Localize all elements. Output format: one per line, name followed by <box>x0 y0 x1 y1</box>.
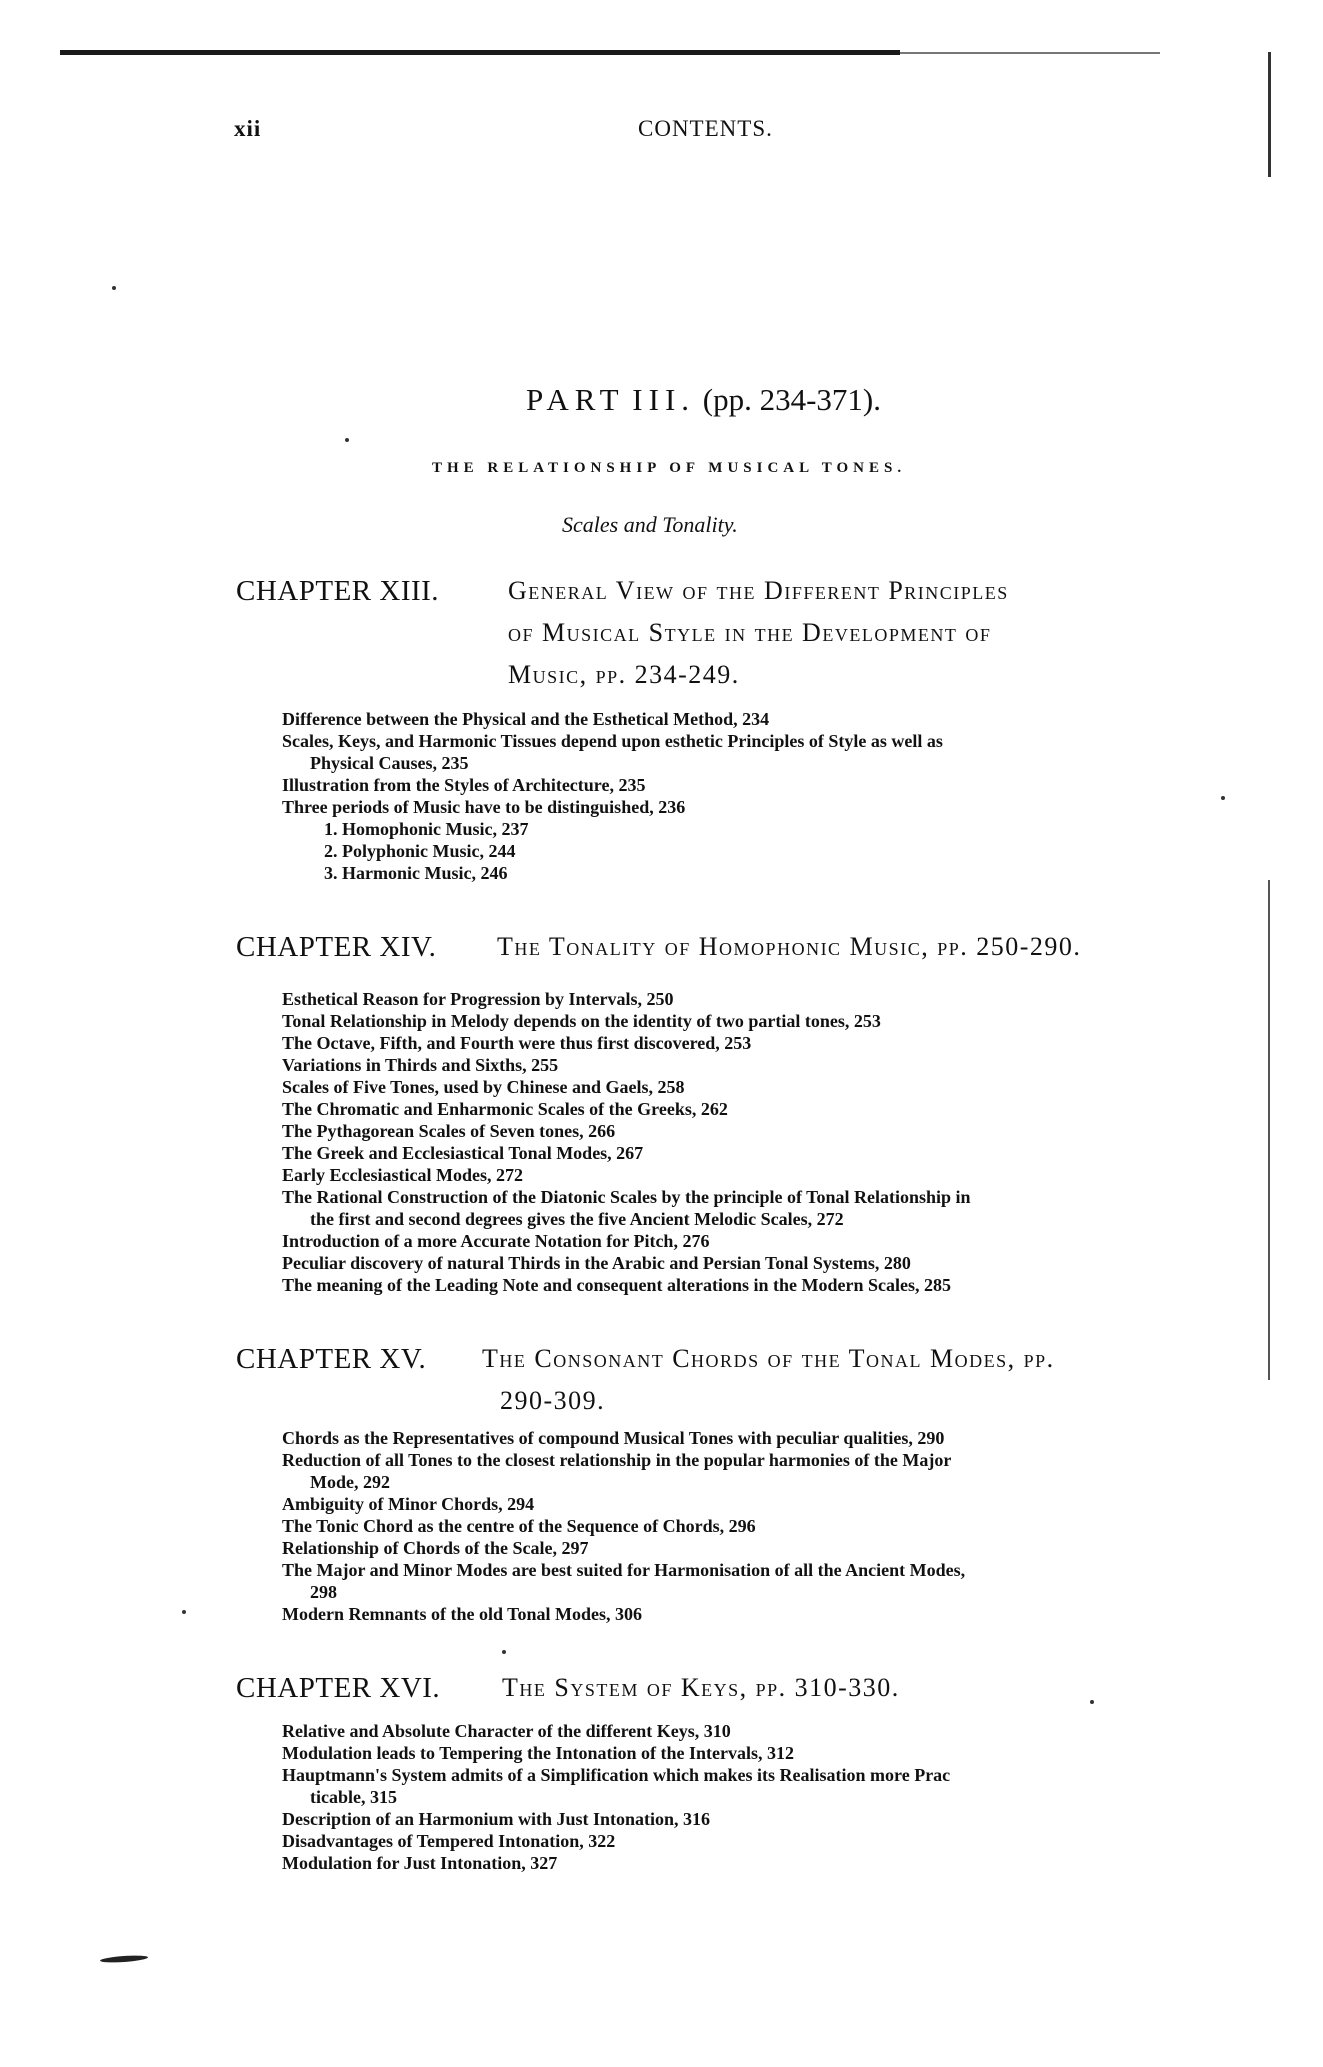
speck <box>182 1610 186 1614</box>
speck <box>1090 1700 1094 1704</box>
entry: Description of an Harmonium with Just Intonation, 316 <box>282 1809 711 1829</box>
entry: Modulation leads to Tempering the Intonation of the Intervals, 312 <box>282 1743 795 1763</box>
chapter-label: CHAPTER XIV. <box>236 931 437 963</box>
entry-continuation: Mode, 292 <box>310 1472 390 1492</box>
chapter-title-line: The Tonality of Homophonic Music, pp. 250-290. <box>497 932 1082 961</box>
entry: Chords as the Representatives of compound Musical Tones with peculiar qualities, 290 <box>282 1428 945 1448</box>
speck <box>345 438 349 442</box>
part-italic-subtitle: Scales and Tonality. <box>562 512 738 537</box>
chapter-title <box>497 926 1081 968</box>
entry: Modulation for Just Intonation, 327 <box>282 1853 558 1873</box>
entry: The Octave, Fifth, and Fourth were thus first discovered, 253 <box>282 1033 752 1053</box>
speck <box>112 286 116 290</box>
chapter-label: CHAPTER XV. <box>236 1343 427 1375</box>
chapter-title-line: 290-309. <box>500 1386 606 1415</box>
entry: Introduction of a more Accurate Notation for Pitch, 276 <box>282 1231 710 1251</box>
entry-continuation: Physical Causes, 235 <box>310 753 469 773</box>
page-top-rule-faded <box>900 52 1160 54</box>
chapter-entries <box>282 1720 1182 1874</box>
entry: Esthetical Reason for Progression by Intervals, 250 <box>282 989 674 1009</box>
part-label: PART <box>526 382 625 417</box>
part-number: III. <box>632 382 696 417</box>
part-heading <box>526 382 881 418</box>
part-subtitle: THE RELATIONSHIP OF MUSICAL TONES. <box>432 460 907 476</box>
entry: The Rational Construction of the Diatonic Scales by the principle of Tonal Relationship in <box>282 1187 971 1207</box>
chapter-entries <box>282 988 1182 1296</box>
part-pages: (pp. 234-371). <box>702 382 882 417</box>
entry: Early Ecclesiastical Modes, 272 <box>282 1165 523 1185</box>
entry: Tonal Relationship in Melody depends on the identity of two partial tones, 253 <box>282 1011 881 1031</box>
chapter-title-line: Music, pp. 234-249. <box>508 660 740 689</box>
entry: Relative and Absolute Character of the different Keys, 310 <box>282 1721 731 1741</box>
chapter-entries <box>282 1427 1182 1625</box>
entry-continuation: the first and second degrees gives the five Ancient Melodic Scales, 272 <box>310 1209 844 1229</box>
ink-smudge <box>100 1954 148 1963</box>
entry: Peculiar discovery of natural Thirds in the Arabic and Persian Tonal Systems, 280 <box>282 1253 911 1273</box>
running-title: CONTENTS. <box>638 116 773 141</box>
chapter-entries <box>282 708 1182 884</box>
chapter-title-line: General View of the Different Principles <box>508 576 1009 605</box>
entry-continuation: 298 <box>310 1582 337 1602</box>
chapter-title <box>502 1667 900 1709</box>
entry: Difference between the Physical and the Esthetical Method, 234 <box>282 709 770 729</box>
entry-numbered: 3. Harmonic Music, 246 <box>324 863 508 883</box>
entry: Three periods of Music have to be distinguished, 236 <box>282 797 686 817</box>
chapter-title-line: The System of Keys, pp. 310-330. <box>502 1673 900 1702</box>
entry-continuation: ticable, 315 <box>310 1787 397 1807</box>
chapter-title <box>482 1338 1055 1422</box>
page-number: xii <box>234 116 262 141</box>
page-top-rule <box>60 50 900 55</box>
chapter-label: CHAPTER XIII. <box>236 575 440 607</box>
chapter-title-line: of Musical Style in the Development of <box>508 618 992 647</box>
chapter-title-line: The Consonant Chords of the Tonal Modes, pp. <box>482 1344 1055 1373</box>
entry: Scales, Keys, and Harmonic Tissues depend upon esthetic Principles of Style as well as <box>282 731 943 751</box>
entry: The Chromatic and Enharmonic Scales of the Greeks, 262 <box>282 1099 728 1119</box>
entry: The meaning of the Leading Note and consequent alterations in the Modern Scales, 285 <box>282 1275 952 1295</box>
page-edge-mark <box>1268 52 1271 177</box>
entry-numbered: 1. Homophonic Music, 237 <box>324 819 529 839</box>
entry: Relationship of Chords of the Scale, 297 <box>282 1538 589 1558</box>
entry: Reduction of all Tones to the closest relationship in the popular harmonies of the Major <box>282 1450 952 1470</box>
entry: Scales of Five Tones, used by Chinese and Gaels, 258 <box>282 1077 685 1097</box>
entry: Variations in Thirds and Sixths, 255 <box>282 1055 559 1075</box>
speck <box>502 1650 506 1654</box>
entry: The Pythagorean Scales of Seven tones, 266 <box>282 1121 616 1141</box>
entry: The Tonic Chord as the centre of the Sequence of Chords, 296 <box>282 1516 756 1536</box>
entry: The Major and Minor Modes are best suited for Harmonisation of all the Ancient Modes, <box>282 1560 966 1580</box>
entry: Disadvantages of Tempered Intonation, 322 <box>282 1831 616 1851</box>
page-edge-mark-lower <box>1268 880 1270 1380</box>
entry: Hauptmann's System admits of a Simplification which makes its Realisation more Prac <box>282 1765 951 1785</box>
entry: Ambiguity of Minor Chords, 294 <box>282 1494 535 1514</box>
speck <box>1221 796 1225 800</box>
entry: The Greek and Ecclesiastical Tonal Modes, 267 <box>282 1143 644 1163</box>
chapter-title <box>508 570 1009 696</box>
entry-numbered: 2. Polyphonic Music, 244 <box>324 841 516 861</box>
chapter-label: CHAPTER XVI. <box>236 1672 441 1704</box>
entry: Modern Remnants of the old Tonal Modes, 306 <box>282 1604 643 1624</box>
entry: Illustration from the Styles of Architecture, 235 <box>282 775 646 795</box>
